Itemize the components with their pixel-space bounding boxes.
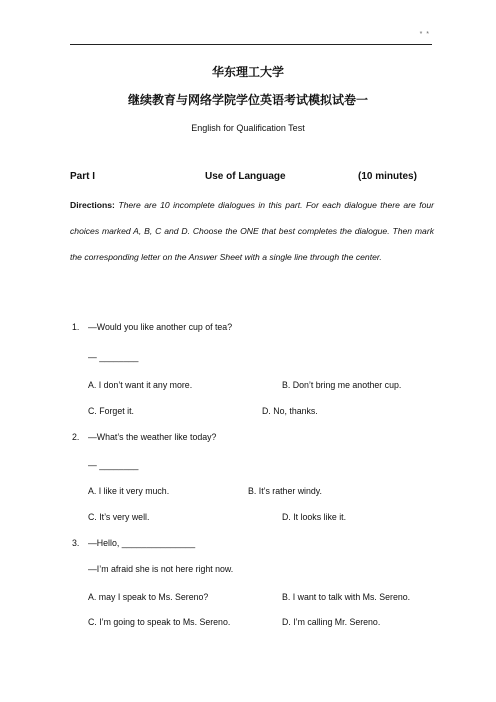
header-mark: * * (419, 31, 430, 38)
question-stem: —Would you like another cup of tea? (88, 322, 233, 332)
option-c: C. It’s very well. (88, 512, 150, 522)
question-response: — ________ (88, 352, 139, 362)
directions-label: Directions: (70, 200, 115, 210)
option-a: A. may I speak to Ms. Sereno? (88, 592, 209, 602)
option-b: B. Don’t bring me another cup. (282, 380, 402, 390)
option-d: D. It looks like it. (282, 512, 347, 522)
directions-text: There are 10 incomplete dialogues in this part. For each dialogue there are four choices marked A, B, C and D. Choose the ONE that best completes the dialogue. Then mark the corresponding letter on the Answer Sheet with a single line through the center. (70, 200, 434, 262)
question-number: 2. (72, 432, 80, 442)
question-response: —I’m afraid she is not here right now. (88, 564, 234, 574)
exam-subtitle: English for Qualification Test (191, 123, 305, 133)
question-stem: —What’s the weather like today? (88, 432, 217, 442)
part-label: Part I (70, 171, 96, 182)
directions (70, 192, 434, 270)
exam-title: 继续教育与网络学院学位英语考试模拟试卷一 (127, 93, 368, 107)
option-b: B. It’s rather windy. (248, 486, 322, 496)
option-c: C. I’m going to speak to Ms. Sereno. (88, 617, 231, 627)
option-d: D. No, thanks. (262, 406, 318, 416)
question-number: 1. (72, 322, 80, 332)
part-time: (10 minutes) (358, 171, 417, 182)
header-rule (70, 44, 432, 45)
option-a: A. I don’t want it any more. (88, 380, 193, 390)
part-heading (70, 171, 440, 185)
option-a: A. I like it very much. (88, 486, 170, 496)
question-stem: —Hello, _______________ (88, 538, 196, 548)
option-d: D. I’m calling Mr. Sereno. (282, 617, 381, 627)
option-b: B. I want to talk with Ms. Sereno. (282, 592, 411, 602)
option-c: C. Forget it. (88, 406, 134, 416)
question-number: 3. (72, 538, 80, 548)
university-title: 华东理工大学 (211, 65, 284, 79)
question-response: — ________ (88, 460, 139, 470)
part-name: Use of Language (205, 171, 286, 182)
